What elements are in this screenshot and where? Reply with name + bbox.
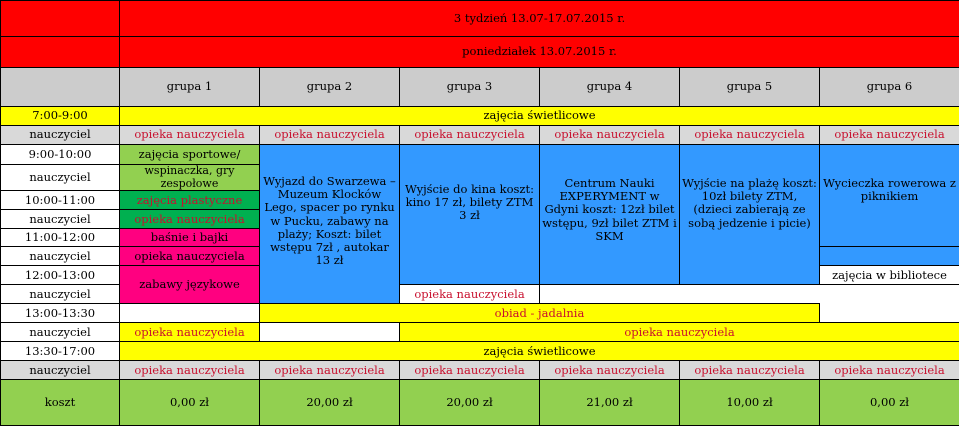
- group-header-3: grupa 3: [400, 68, 540, 107]
- week-title: 3 tydzień 13.07-17.07.2015 r.: [120, 1, 959, 37]
- care-cell: opieka nauczyciela: [260, 126, 400, 145]
- cost-group-4: 21,00 zł: [540, 380, 680, 426]
- cost-group-2: 20,00 zł: [260, 380, 400, 426]
- care-cell: opieka nauczyciela: [400, 126, 540, 145]
- activity-swietlica: zajęcia świetlicowe: [120, 342, 959, 361]
- care-cell: opieka nauczyciela: [120, 210, 260, 229]
- time-slot: 13:00-13:30: [1, 304, 120, 323]
- group-header-6: grupa 6: [820, 68, 959, 107]
- care-cell: opieka nauczyciela: [120, 323, 260, 342]
- activity-biblioteka: zajęcia w bibliotece: [820, 266, 959, 285]
- activity-group-6: Wycieczka rowerowa z piknikiem: [820, 145, 959, 247]
- time-slot: 10:00-11:00: [1, 191, 120, 210]
- activity-jezykowe: zabawy językowe: [120, 266, 260, 304]
- activity-plastyczne: zajęcia plastyczne: [120, 191, 260, 210]
- teacher-label: nauczyciel: [1, 361, 120, 380]
- activity-sport-detail: wspinaczka, gry zespołowe: [120, 165, 260, 191]
- activity-group-5: Wyjście na plażę koszt: 10zł bilety ZTM, (dzieci zabierają ze sobą jedzenie i picie): [680, 145, 820, 285]
- time-slot: 12:00-13:00: [1, 266, 120, 285]
- teacher-label: nauczyciel: [1, 323, 120, 342]
- activity-swietlica: zajęcia świetlicowe: [120, 107, 959, 126]
- cost-group-1: 0,00 zł: [120, 380, 260, 426]
- group-header-4: grupa 4: [540, 68, 680, 107]
- care-cell: opieka nauczyciela: [120, 126, 260, 145]
- time-slot: 13:30-17:00: [1, 342, 120, 361]
- teacher-label: nauczyciel: [1, 165, 120, 191]
- activity-group-2: Wyjazd do Swarzewa – Muzeum Klocków Lego, spacer po rynku w Pucku, zabawy na plaży; Koszt: bilet wstępu 7zł , autokar 13 zł: [260, 145, 400, 304]
- group-header-5: grupa 5: [680, 68, 820, 107]
- care-cell: opieka nauczyciela: [820, 361, 959, 380]
- care-cell: opieka nauczyciela: [120, 361, 260, 380]
- care-cell: opieka nauczyciela: [680, 126, 820, 145]
- time-slot: 9:00-10:00: [1, 145, 120, 165]
- cost-label: koszt: [1, 380, 120, 426]
- teacher-label: nauczyciel: [1, 247, 120, 266]
- day-title: poniedziałek 13.07.2015 r.: [120, 37, 959, 68]
- teacher-label: nauczyciel: [1, 210, 120, 229]
- activity-sport: zajęcia sportowe/: [120, 145, 260, 165]
- care-cell: opieka nauczyciela: [400, 285, 540, 304]
- care-cell: opieka nauczyciela: [400, 323, 959, 342]
- time-slot: 7:00-9:00: [1, 107, 120, 126]
- activity-group-4: Centrum Nauki EXPERYMENT w Gdyni koszt: 12zł bilet wstępu, 9zł bilet ZTM i SKM: [540, 145, 680, 285]
- cost-group-6: 0,00 zł: [820, 380, 959, 426]
- care-cell: opieka nauczyciela: [540, 126, 680, 145]
- care-cell: opieka nauczyciela: [260, 361, 400, 380]
- teacher-label: nauczyciel: [1, 285, 120, 304]
- group-header-2: grupa 2: [260, 68, 400, 107]
- activity-basnie: baśnie i bajki: [120, 229, 260, 247]
- activity-obiad: obiad - jadalnia: [260, 304, 820, 323]
- cost-group-5: 10,00 zł: [680, 380, 820, 426]
- care-cell: opieka nauczyciela: [120, 247, 260, 266]
- care-cell: opieka nauczyciela: [540, 361, 680, 380]
- time-slot: 11:00-12:00: [1, 229, 120, 247]
- group-header-1: grupa 1: [120, 68, 260, 107]
- activity-group-3: Wyjście do kina koszt: kino 17 zł, bilety ZTM 3 zł: [400, 145, 540, 285]
- cost-group-3: 20,00 zł: [400, 380, 540, 426]
- care-cell: opieka nauczyciela: [820, 126, 959, 145]
- care-cell: opieka nauczyciela: [400, 361, 540, 380]
- teacher-label: nauczyciel: [1, 126, 120, 145]
- care-cell: opieka nauczyciela: [680, 361, 820, 380]
